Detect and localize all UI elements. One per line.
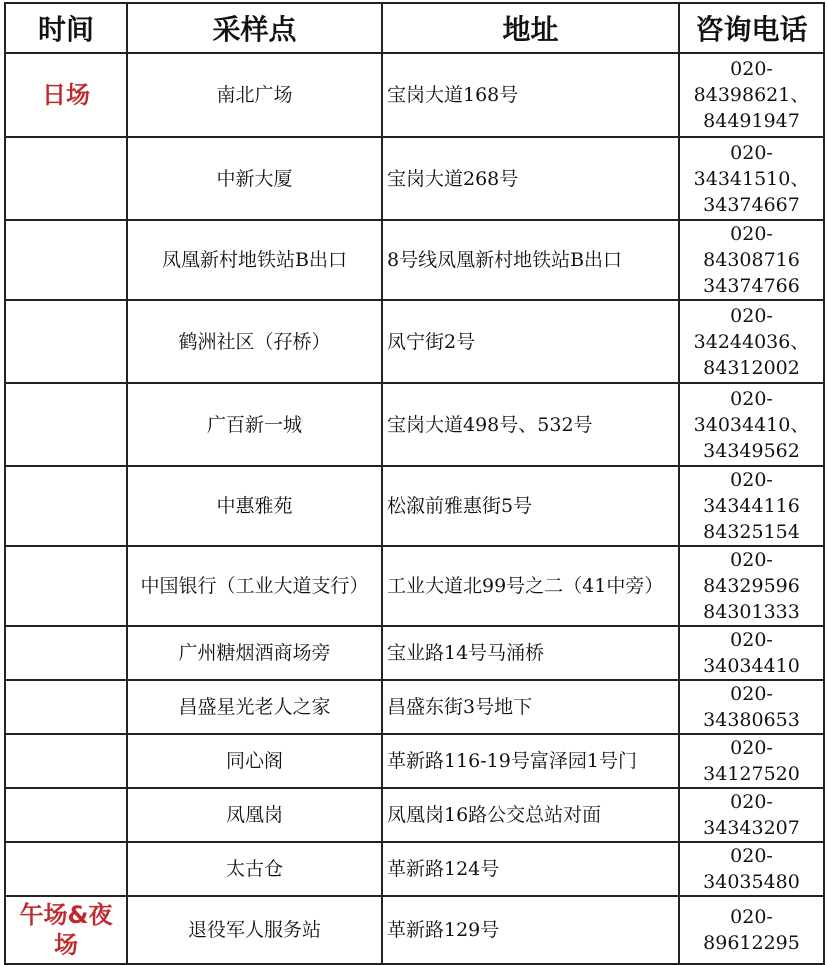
table-row (5, 546, 824, 626)
address-cell: 8号线凤凰新村地铁站B出口 (382, 220, 679, 300)
phone-cell (679, 680, 824, 734)
phone-cell (679, 788, 824, 842)
site-name-cell: 退役军人服务站 (127, 896, 382, 964)
header-phone: 咨询电话 (679, 3, 824, 53)
address-cell: 凤凰岗16路公交总站对面 (382, 788, 679, 842)
table-row (5, 734, 824, 788)
address-cell: 革新路124号 (382, 842, 679, 896)
phone-number: 020-34380653 (703, 683, 800, 731)
phone-number: 020-34034410 (703, 629, 800, 677)
phone-number: 34374766 (703, 275, 800, 297)
address-cell: 宝岗大道268号 (382, 137, 679, 220)
address-cell: 宝岗大道498号、532号 (382, 383, 679, 466)
phone-number: 84398621、 (693, 84, 810, 106)
header-time: 时间 (5, 3, 127, 53)
table-row (5, 680, 824, 734)
sampling-sites-table (4, 2, 825, 965)
time-cell (5, 466, 127, 546)
phone-number: 020-34344116 (703, 469, 800, 517)
phone-number: 020-34127520 (703, 737, 800, 785)
phone-cell (679, 734, 824, 788)
time-cell: 午场&夜场 (5, 896, 127, 964)
table-row (5, 842, 824, 896)
phone-cell (679, 220, 824, 300)
phone-cell (679, 300, 824, 383)
phone-number: 34244036、 (693, 330, 810, 353)
table-header-row (5, 3, 824, 53)
table-row (5, 466, 824, 546)
table-row (5, 383, 824, 466)
phone-number: 020-84308716 (703, 223, 800, 271)
table-row (5, 300, 824, 383)
table-row (5, 220, 824, 300)
phone-number: 020-84329596 (703, 549, 800, 597)
site-name-cell: 中惠雅苑 (127, 466, 382, 546)
time-cell (5, 137, 127, 220)
site-name-cell: 中新大厦 (127, 137, 382, 220)
phone-cell (679, 896, 824, 964)
site-name-cell: 中国银行（工业大道支行） (127, 546, 382, 626)
phone-number: 34349562 (703, 439, 800, 462)
phone-cell (679, 137, 824, 220)
site-name-cell: 鹤洲社区（孖桥） (127, 300, 382, 383)
phone-cell (679, 466, 824, 546)
phone-cell (679, 626, 824, 680)
site-name-cell: 凤凰岗 (127, 788, 382, 842)
site-name-cell: 南北广场 (127, 53, 382, 137)
time-cell (5, 626, 127, 680)
phone-number: 34034410、 (693, 413, 810, 436)
table-row (5, 53, 824, 137)
table-row (5, 896, 824, 964)
site-name-cell: 广州糖烟酒商场旁 (127, 626, 382, 680)
site-name-cell: 广百新一城 (127, 383, 382, 466)
phone-cell (679, 53, 824, 137)
time-cell (5, 300, 127, 383)
phone-cell (679, 842, 824, 896)
site-name-cell: 昌盛星光老人之家 (127, 680, 382, 734)
phone-number: 020- (730, 387, 773, 410)
time-cell (5, 734, 127, 788)
time-cell (5, 383, 127, 466)
header-address: 地址 (382, 3, 679, 53)
time-cell (5, 842, 127, 896)
time-cell (5, 220, 127, 300)
phone-number: 34374667 (703, 193, 800, 216)
site-name-cell: 太古仓 (127, 842, 382, 896)
time-cell (5, 546, 127, 626)
phone-cell (679, 383, 824, 466)
phone-number: 020- (730, 304, 773, 327)
phone-number: 84301333 (703, 601, 800, 623)
phone-cell (679, 546, 824, 626)
table-row (5, 137, 824, 220)
address-cell: 工业大道北99号之二（41中旁） (382, 546, 679, 626)
table-row (5, 626, 824, 680)
address-cell: 宝岗大道168号 (382, 53, 679, 137)
phone-number: 84325154 (703, 521, 800, 543)
phone-number: 020- (730, 58, 773, 80)
table-row (5, 788, 824, 842)
phone-number: 020-89612295 (703, 906, 800, 954)
address-cell: 昌盛东街3号地下 (382, 680, 679, 734)
phone-number: 84491947 (703, 110, 800, 132)
address-cell: 宝业路14号马涌桥 (382, 626, 679, 680)
phone-number: 020- (730, 141, 773, 164)
phone-number: 020-34035480 (703, 845, 800, 893)
address-cell: 革新路116-19号富泽园1号门 (382, 734, 679, 788)
time-cell: 日场 (5, 53, 127, 137)
site-name-cell: 同心阁 (127, 734, 382, 788)
phone-number: 34341510、 (693, 167, 810, 190)
site-name-cell: 凤凰新村地铁站B出口 (127, 220, 382, 300)
address-cell: 凤宁街2号 (382, 300, 679, 383)
phone-number: 84312002 (703, 356, 800, 379)
time-cell (5, 788, 127, 842)
address-cell: 革新路129号 (382, 896, 679, 964)
address-cell: 松溆前雅惠街5号 (382, 466, 679, 546)
phone-number: 020-34343207 (703, 791, 800, 839)
header-site: 采样点 (127, 3, 382, 53)
time-cell (5, 680, 127, 734)
